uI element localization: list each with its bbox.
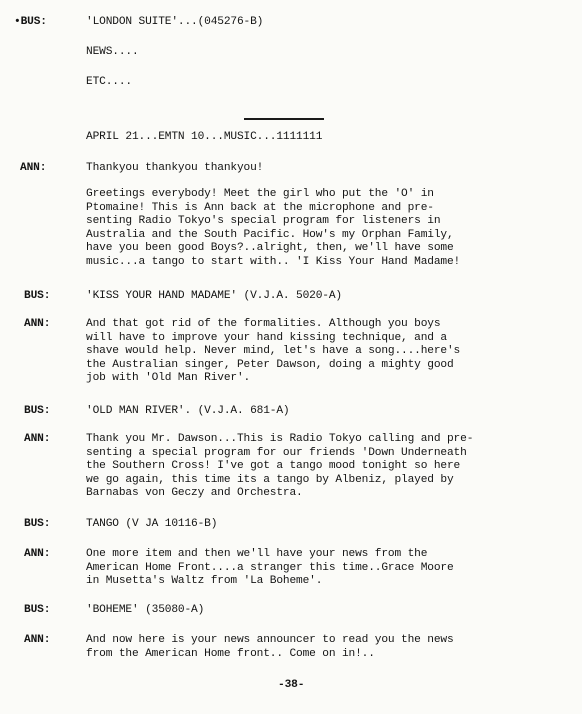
dialogue-line: senting Radio Tokyo's special program for listeners in bbox=[86, 215, 441, 228]
page-number: -38- bbox=[278, 679, 305, 691]
dialogue-line: in Musetta's Waltz from 'La Boheme'. bbox=[86, 575, 323, 588]
dialogue-line: senting a special program for our friends 'Down Underneath bbox=[86, 446, 467, 459]
dialogue-line: Greetings everybody! Meet the girl who put the 'O' in bbox=[86, 188, 434, 200]
dialogue-line: the Australian singer, Peter Dawson, doing a mighty good bbox=[86, 358, 454, 371]
dialogue-line: And now here is your news announcer to read you the news bbox=[86, 634, 454, 646]
dialogue-line: One more item and then we'll have your news from the bbox=[86, 548, 428, 560]
speaker-label: BUS: bbox=[24, 604, 51, 616]
dialogue-line: shave would help. Never mind, let's have a song....here's bbox=[86, 345, 461, 358]
cue-line: 'OLD MAN RIVER'. (V.J.A. 681-A) bbox=[86, 405, 290, 417]
dialogue-paragraph bbox=[86, 433, 473, 501]
cue-line: 'LONDON SUITE'...(045276-B) bbox=[86, 16, 264, 28]
speaker-label: •BUS: bbox=[14, 16, 47, 28]
cue-line: 'BOHEME' (35080-A) bbox=[86, 604, 205, 616]
dialogue-line: Thankyou thankyou thankyou! bbox=[86, 162, 264, 174]
speaker-label: ANN: bbox=[24, 433, 51, 445]
section-heading: APRIL 21...EMTN 10...MUSIC...1111111 bbox=[86, 131, 323, 143]
dialogue-paragraph bbox=[86, 318, 460, 386]
dialogue-line: we go again, this time its a tango by Albeniz, played by bbox=[86, 473, 454, 486]
dialogue-line: will have to improve your hand kissing technique, and a bbox=[86, 331, 447, 344]
dialogue-line: Australia and the South Pacific. How's my Orphan Family, bbox=[86, 228, 454, 241]
dialogue-line: the Southern Cross! I've got a tango mood tonight so here bbox=[86, 460, 461, 473]
speaker-label: ANN: bbox=[24, 548, 51, 560]
dialogue-line: And that got rid of the formalities. Although you boys bbox=[86, 318, 441, 330]
dialogue-line: have you been good Boys?..alright, then, we'll have some bbox=[86, 242, 454, 255]
speaker-label: ANN: bbox=[24, 318, 51, 330]
cue-line: 'KISS YOUR HAND MADAME' (V.J.A. 5020-A) bbox=[86, 290, 342, 302]
dialogue-line: job with 'Old Man River'. bbox=[86, 372, 251, 385]
dialogue-line: Barnabas von Geczy and Orchestra. bbox=[86, 487, 303, 500]
dialogue-paragraph bbox=[86, 634, 454, 661]
dialogue-line: Ptomaine! This is Ann back at the microphone and pre- bbox=[86, 201, 434, 214]
cue-line: ETC.... bbox=[86, 76, 132, 88]
section-divider bbox=[244, 118, 324, 120]
speaker-label: ANN: bbox=[20, 162, 47, 174]
speaker-label: BUS: bbox=[24, 405, 51, 417]
dialogue-line: Thank you Mr. Dawson...This is Radio Tokyo calling and pre- bbox=[86, 433, 474, 445]
speaker-label: BUS: bbox=[24, 518, 51, 530]
speaker-label: ANN: bbox=[24, 634, 51, 646]
dialogue-line: from the American Home front.. Come on in!.. bbox=[86, 647, 375, 660]
speaker-label: BUS: bbox=[24, 290, 51, 302]
dialogue-line: music...a tango to start with.. 'I Kiss Your Hand Madame! bbox=[86, 255, 461, 268]
dialogue-paragraph bbox=[86, 188, 460, 270]
dialogue-paragraph bbox=[86, 548, 454, 589]
dialogue-line: American Home Front....a stranger this time..Grace Moore bbox=[86, 561, 454, 574]
cue-line: TANGO (V JA 10116-B) bbox=[86, 518, 218, 530]
cue-line: NEWS.... bbox=[86, 46, 139, 58]
